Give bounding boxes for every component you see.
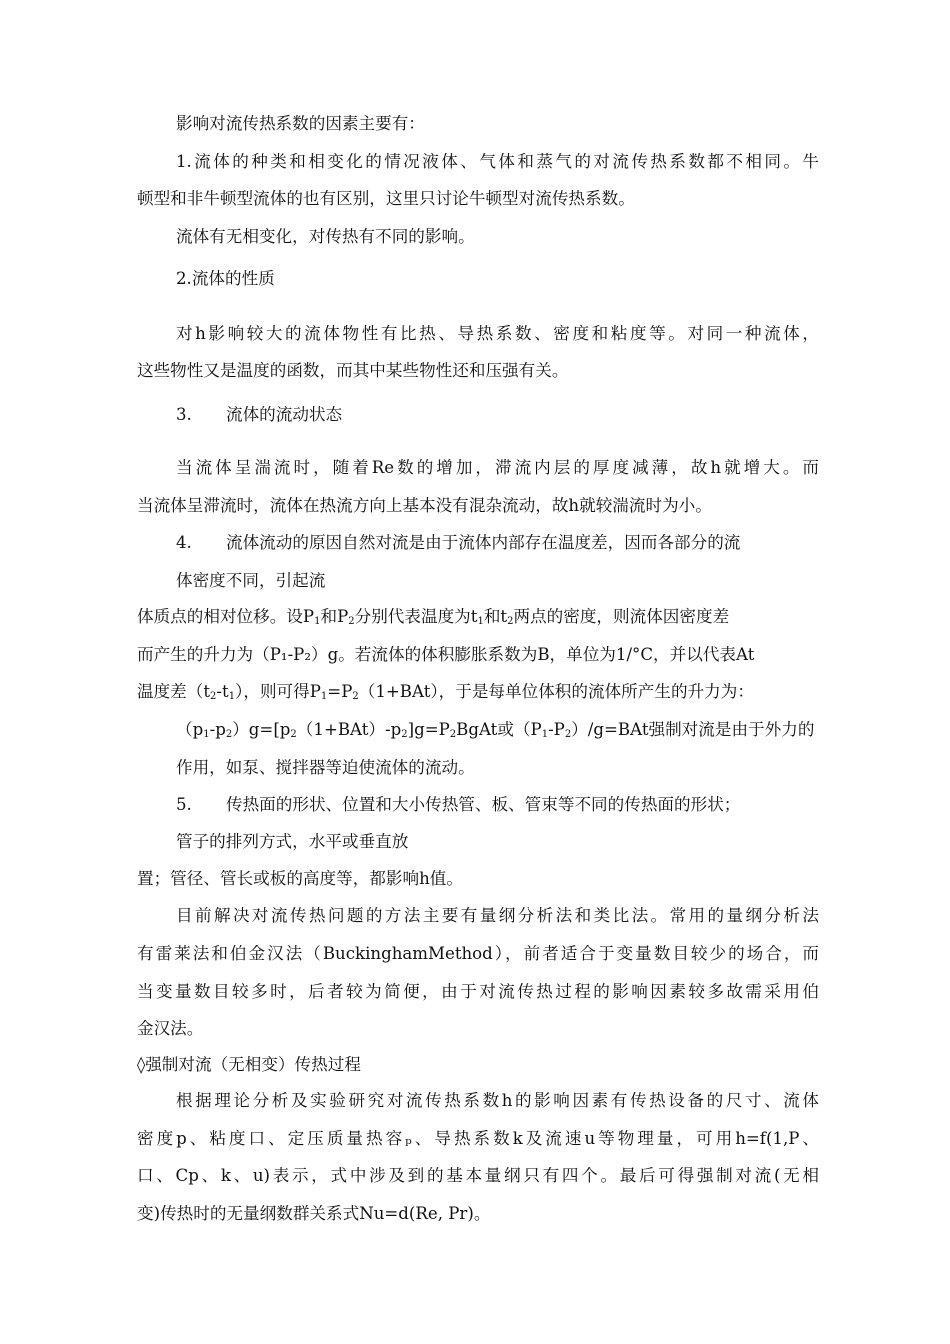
paragraph-line: 顿型和非牛顿型流体的也有区别，这里只讨论牛顿型对流传热系数。 — [137, 189, 635, 208]
paragraph-line: 体密度不同，引起流 — [176, 571, 326, 590]
paragraph-line: 体质点的相对位移。设$P_1$和$P_2$分别代表温度为$t_1$和$t_2$两点的密度，则流体因密度差 — [137, 607, 730, 627]
list-item — [176, 531, 819, 555]
paragraph-line: 当变量数目较多时，后者较为简便，由于对流传热过程的影响因素较多故需采用伯 — [137, 982, 819, 1001]
list-number: 5. — [176, 795, 192, 814]
list-number: 3. — [176, 405, 192, 424]
paragraph-line: 有雷莱法和伯金汉法（BuckinghamMethod），前者适合于变量数目较少的场合，而 — [137, 944, 819, 963]
section-heading — [176, 403, 342, 427]
paragraph-line: 管子的排列方式，水平或垂直放 — [176, 832, 409, 851]
equation-line: $(p_1-p_2)g=[p_2(1+BAt)-p_2]g=P_2BgAt$或$(P_1-P_2)/g=BAt$强制对流是由于外力的 — [176, 720, 815, 740]
paragraph-line: 根据理论分析及实验研究对流传热系数h的影响因素有传热设备的尺寸、流体 — [176, 1091, 819, 1110]
heading-text: 流体的流动状态 — [226, 405, 343, 424]
item-text: 流体流动的原因自然对流是由于流体内部存在温度差，因而各部分的流 — [226, 533, 741, 552]
section-heading: ◊强制对流（无相变）传热过程 — [137, 1055, 361, 1074]
paragraph-line: 1.流体的种类和相变化的情况液体、气体和蒸气的对流传热系数都不相同。牛 — [176, 152, 819, 171]
paragraph-line: 流体有无相变化，对传热有不同的影响。 — [176, 227, 475, 246]
paragraph-line: 影响对流传热系数的因素主要有： — [176, 114, 425, 133]
paragraph-line: 温度差$(t_2-t_1)$，则可得$P_1=P_2(1+BAt)$，于是每单位体积的流体所产生的升力为： — [137, 682, 754, 702]
paragraph-line: 口、Cp、k、u)表示，式中涉及到的基本量纲只有四个。最后可得强制对流(无相 — [137, 1166, 819, 1185]
list-item — [176, 793, 819, 817]
section-heading: 2.流体的性质 — [176, 269, 275, 288]
paragraph-line: 密度p、粘度口、定压质量热容ₚ、导热系数k及流速u等物理量，可用h=f(1,P、 — [137, 1129, 819, 1148]
paragraph-line: 目前解决对流传热问题的方法主要有量纲分析法和类比法。常用的量纲分析法 — [176, 906, 819, 925]
paragraph-line: 这些物性又是温度的函数，而其中某些物性还和压强有关。 — [137, 361, 569, 380]
item-text: 传热面的形状、位置和大小传热管、板、管束等不同的传热面的形状； — [226, 795, 741, 814]
paragraph-line: 金汉法。 — [137, 1019, 204, 1038]
paragraph-line: 当流体呈滞流时，流体在热流方向上基本没有混杂流动，故h就较湍流时为小。 — [137, 496, 712, 515]
list-number: 4. — [176, 533, 192, 552]
paragraph-line: 而产生的升力为（P₁-P₂）g。若流体的体积膨胀系数为B，单位为1/°C，并以代表At — [137, 645, 755, 664]
paragraph-line: 对h影响较大的流体物性有比热、导热系数、密度和粘度等。对同一种流体， — [176, 324, 819, 343]
paragraph-line: 变)传热时的无量纲数群关系式Nu=d(Re, Pr)。 — [137, 1204, 491, 1223]
paragraph-line: 置；管径、管长或板的高度等，都影响h值。 — [137, 869, 463, 888]
paragraph-line: 当流体呈湍流时，随着Re数的增加，滞流内层的厚度减薄，故h就增大。而 — [176, 458, 819, 477]
paragraph-line: 作用，如泵、搅拌器等迫使流体的流动。 — [176, 758, 475, 777]
